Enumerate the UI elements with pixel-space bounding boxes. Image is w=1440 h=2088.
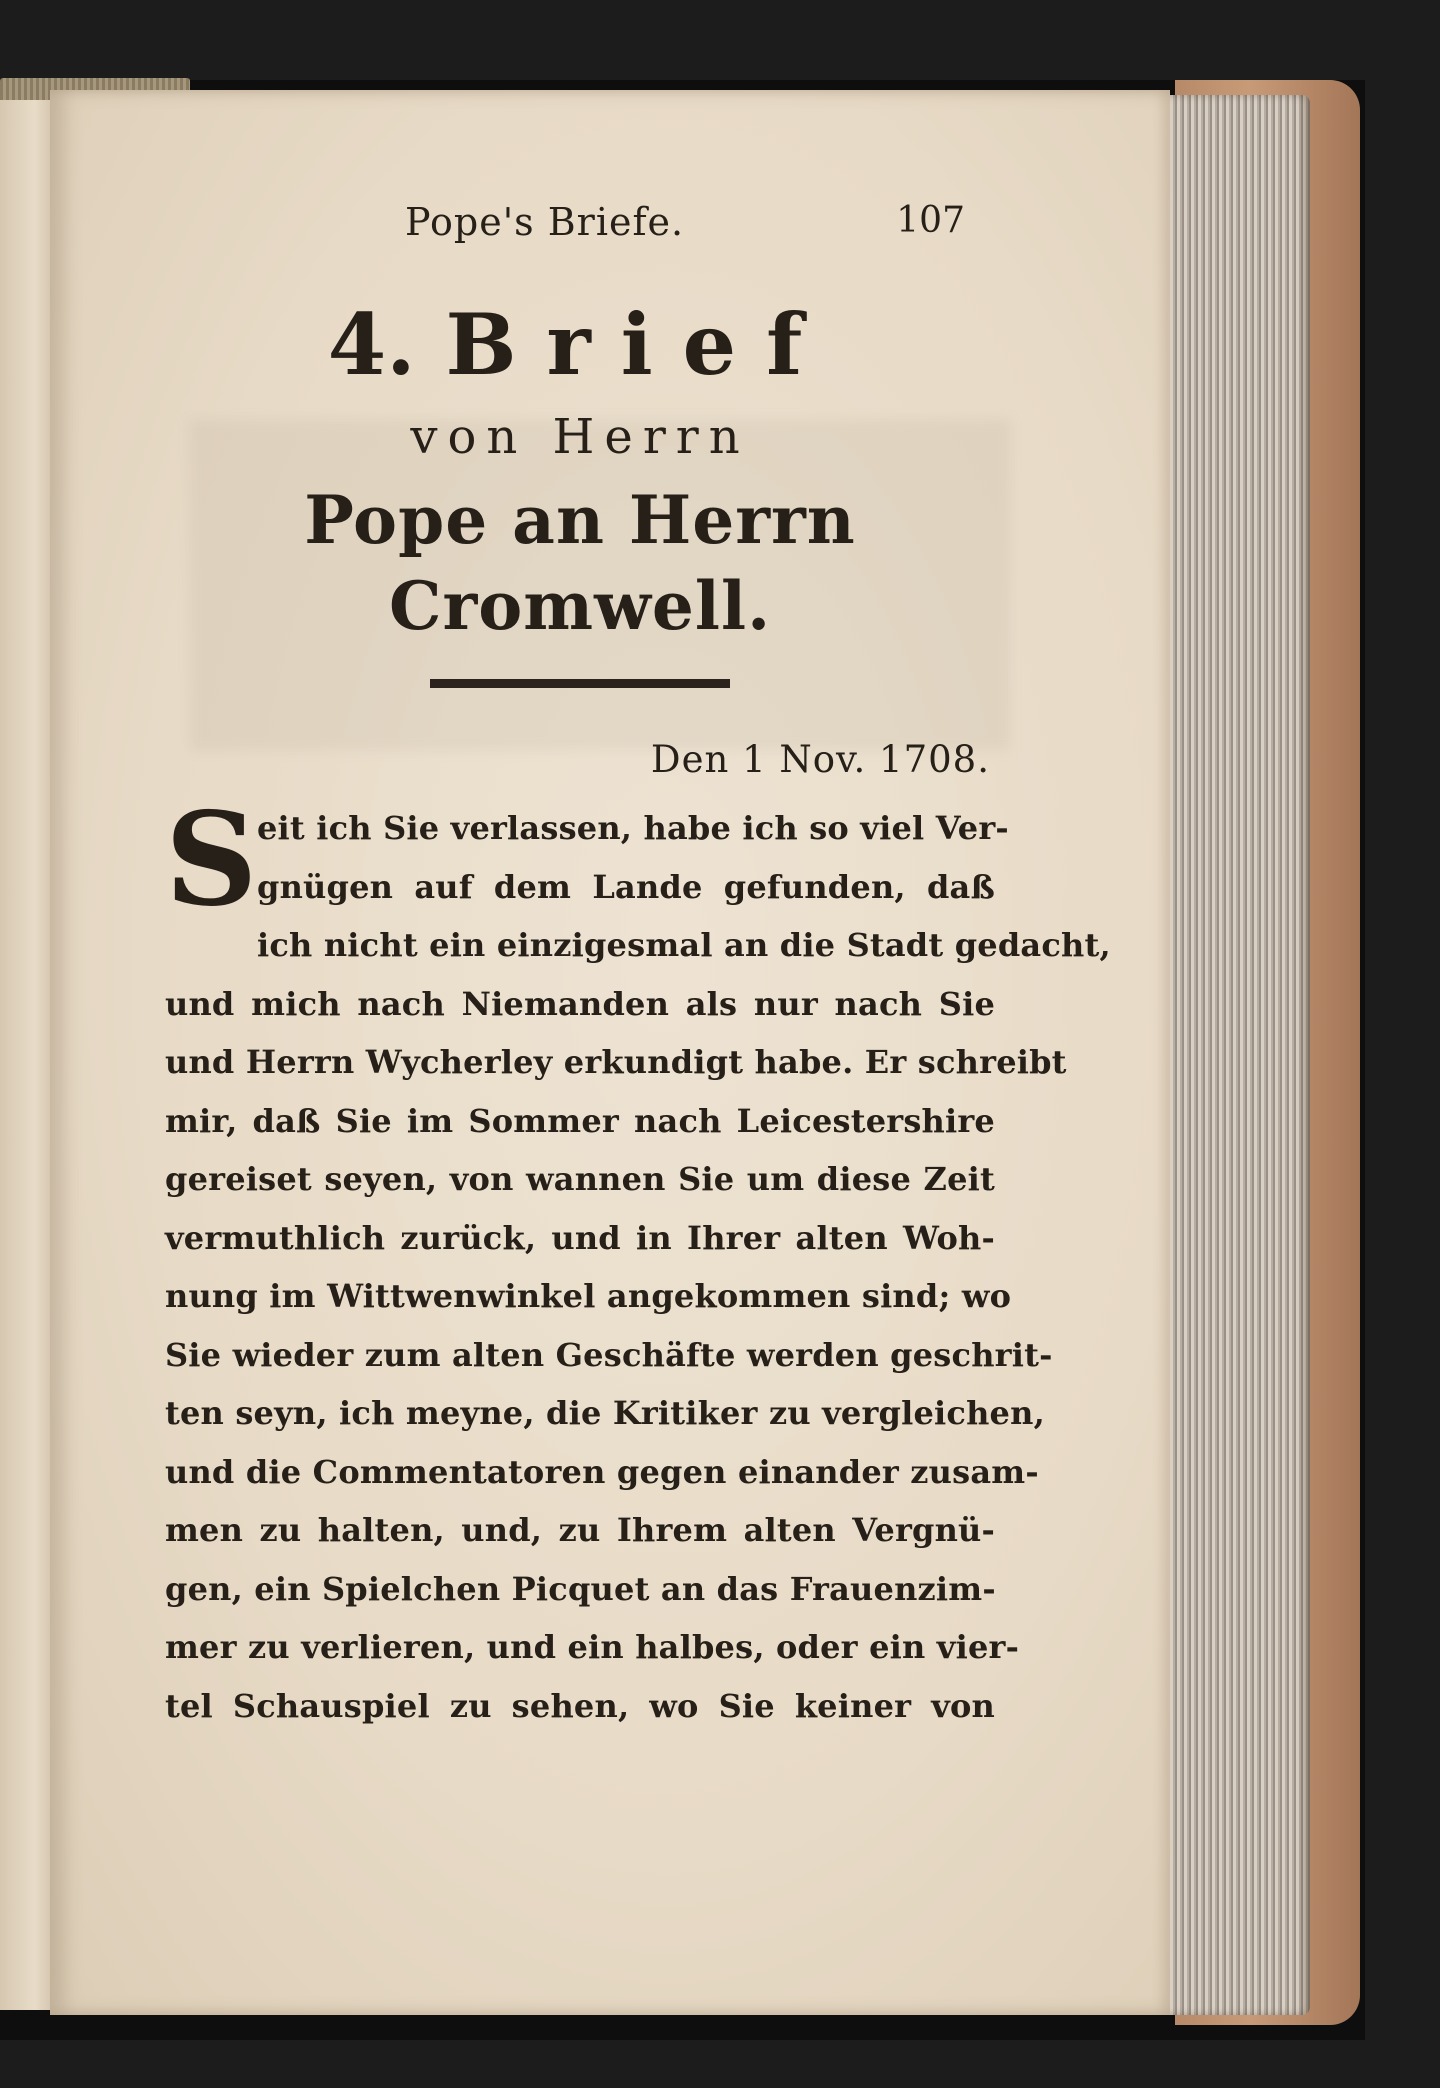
heading-line-2: von Herrn	[410, 409, 750, 465]
text-line: tel Schauspiel zu sehen, wo Sie keiner von	[165, 1686, 995, 1725]
text-line: ten seyn, ich meyne, die Kritiker zu vergleichen,	[165, 1394, 1045, 1432]
letter-date: Den 1 Nov. 1708.	[650, 738, 990, 781]
letter-heading	[165, 295, 995, 395]
running-head-title: Pope's Briefe.	[405, 200, 685, 244]
letter-number: 4.	[327, 295, 416, 394]
text-line: men zu halten, und, zu Ihrem alten Vergnü-	[165, 1511, 995, 1549]
text-line: und die Commentatoren gegen einander zusam-	[165, 1452, 1039, 1491]
text-line: nung im Wittwenwinkel angekommen sind; wo	[165, 1277, 1012, 1315]
running-head	[165, 200, 995, 260]
page-number: 107	[896, 200, 965, 241]
text-line: mir, daß Sie im Sommer nach Leicestershire	[165, 1101, 995, 1140]
drop-cap: S	[165, 785, 258, 935]
text-line: und mich nach Niemanden als nur nach Sie	[165, 984, 995, 1023]
text-line: gen, ein Spielchen Picquet an das Frauenzim-	[165, 1569, 996, 1608]
text-line: vermuthlich zurück, und in Ihrer alten Woh-	[165, 1218, 995, 1257]
heading-line-3: Pope an Herrn Cromwell.	[304, 481, 856, 645]
text-line: mer zu verlieren, und ein halbes, oder ein vier-	[165, 1628, 1020, 1666]
letter-body	[165, 785, 1111, 1735]
text-line: Sie wieder zum alten Geschäfte werden geschrit-	[165, 1335, 1053, 1374]
text-column	[165, 200, 1111, 1735]
text-line: und Herrn Wycherley erkundigt habe. Er schreibt	[165, 1043, 1067, 1081]
heading-rule	[430, 679, 730, 688]
text-line: ich nicht ein einzigesmal an die Stadt gedacht,	[257, 926, 1111, 964]
text-line: eit ich Sie verlassen, habe ich so viel Ver-	[257, 809, 1009, 847]
heading-word: Brief	[445, 295, 833, 394]
text-line: gereiset seyen, von wannen Sie um diese Zeit	[165, 1160, 995, 1198]
text-line: gnügen auf dem Lande gefunden, daß	[257, 867, 995, 906]
